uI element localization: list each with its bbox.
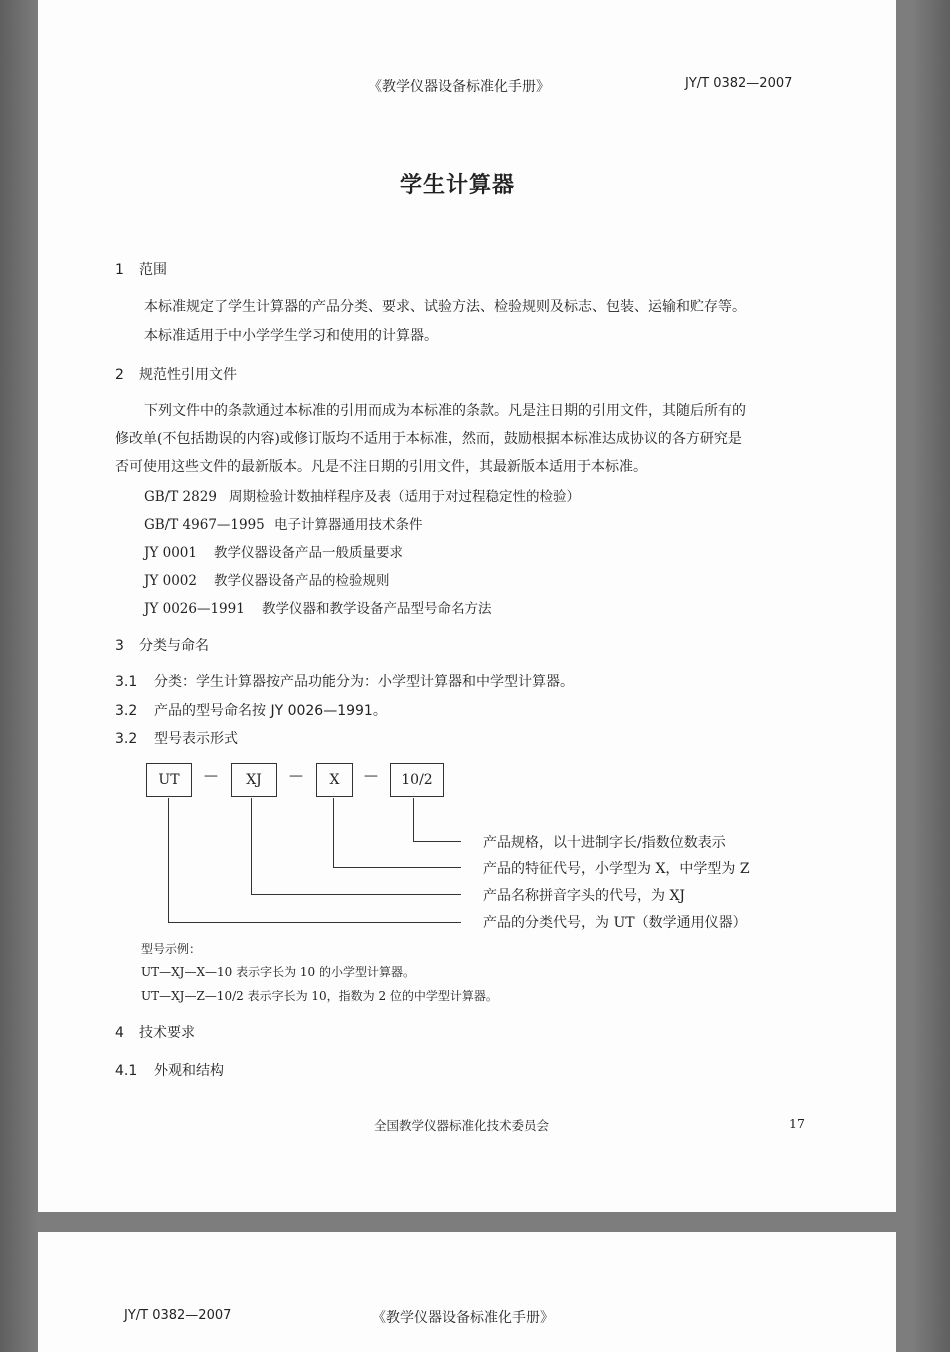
- separator-dash: —: [364, 768, 378, 784]
- model-designation-diagram: [138, 760, 838, 935]
- section-number: 2: [115, 367, 124, 383]
- reference-code: JY 0001: [144, 545, 197, 561]
- section-title: 分类与命名: [139, 638, 209, 654]
- connector-line: [251, 798, 252, 894]
- clause-number: 3.2: [115, 731, 138, 747]
- section-4-heading: [115, 1022, 195, 1042]
- reference-item: [144, 513, 423, 533]
- diagram-label-name: 产品名称拼音字头的代号，为 XJ: [483, 888, 686, 904]
- document-page-2: [38, 1232, 896, 1352]
- section-number: 3: [115, 638, 124, 654]
- connector-line: [413, 798, 414, 841]
- clause-text: 分类：学生计算器按产品功能分为：小学型计算器和中学型计算器。: [154, 674, 574, 690]
- section-title: 范围: [139, 262, 167, 278]
- references-paragraph-line: 修改单(不包括勘误的内容)或修订版均不适用于本标准，然而，鼓励根据本标准达成协议的各方研究是: [115, 431, 742, 447]
- code-box-ut: UT: [146, 763, 192, 797]
- reference-item: [144, 597, 492, 617]
- code-box-spec: 10/2: [390, 763, 444, 797]
- references-paragraph-line: 下列文件中的条款通过本标准的引用而成为本标准的条款。凡是注日期的引用文件，其随后所有的: [144, 403, 746, 419]
- document-title: 学生计算器: [400, 173, 516, 198]
- clause-4-1: [115, 1060, 224, 1080]
- section-title: 技术要求: [139, 1025, 195, 1041]
- connector-line: [333, 798, 334, 867]
- reference-item: [144, 485, 580, 505]
- header-handbook-title: 《教学仪器设备标准化手册》: [368, 79, 550, 95]
- reference-desc: 周期检验计数抽样程序及表（适用于对过程稳定性的检验）: [229, 489, 580, 505]
- scope-paragraph: 本标准适用于中小学学生学习和使用的计算器。: [144, 328, 438, 344]
- code-box-x: X: [316, 763, 353, 797]
- diagram-label-class: 产品的分类代号，为 UT（数学通用仪器）: [483, 915, 747, 931]
- connector-line: [168, 798, 169, 922]
- connector-line: [333, 867, 461, 868]
- clause-text: 产品的型号命名按 JY 0026—1991。: [154, 703, 387, 719]
- clause-number: 3.2: [115, 703, 138, 719]
- clause-3-1: [115, 671, 574, 691]
- code-box-xj: XJ: [231, 763, 277, 797]
- diagram-label-feature: 产品的特征代号，小学型为 X，中学型为 Z: [483, 861, 750, 877]
- reference-desc: 教学仪器设备产品的检验规则: [214, 573, 390, 589]
- reference-desc: 教学仪器设备产品一般质量要求: [214, 545, 403, 561]
- section-number: 4: [115, 1025, 124, 1041]
- clause-number: 3.1: [115, 674, 138, 690]
- clause-text: 型号表示形式: [154, 731, 238, 747]
- footer-committee: 全国教学仪器标准化技术委员会: [374, 1118, 550, 1133]
- section-1-heading: [115, 259, 167, 279]
- scope-paragraph: 本标准规定了学生计算器的产品分类、要求、试验方法、检验规则及标志、包装、运输和贮存等。: [144, 299, 746, 315]
- section-3-heading: [115, 635, 209, 655]
- clause-3-2-format: [115, 728, 238, 748]
- example-line: UT—XJ—Z—10/2 表示字长为 10，指数为 2 位的中学型计算器。: [141, 989, 498, 1003]
- reference-desc: 电子计算器通用技术条件: [274, 517, 423, 533]
- page-number: 17: [789, 1116, 805, 1131]
- separator-dash: —: [204, 768, 218, 784]
- header-standard-number: JY/T 0382—2007: [685, 76, 793, 91]
- references-paragraph-line: 否可使用这些文件的最新版本。凡是不注日期的引用文件，其最新版本适用于本标准。: [115, 459, 647, 475]
- clause-text: 外观和结构: [154, 1063, 224, 1079]
- reference-item: [144, 541, 403, 561]
- example-heading: 型号示例：: [141, 942, 202, 956]
- diagram-label-spec: 产品规格，以十进制字长/指数位数表示: [483, 835, 726, 851]
- section-2-heading: [115, 364, 237, 384]
- header-handbook-title: 《教学仪器设备标准化手册》: [372, 1310, 554, 1326]
- section-number: 1: [115, 262, 124, 278]
- connector-line: [168, 922, 461, 923]
- reference-code: JY 0026—1991: [144, 601, 245, 617]
- example-line: UT—XJ—X—10 表示字长为 10 的小学型计算器。: [141, 965, 415, 979]
- reference-item: [144, 569, 390, 589]
- reference-code: GB/T 2829: [144, 489, 217, 505]
- reference-desc: 教学仪器和教学设备产品型号命名方法: [262, 601, 492, 617]
- connector-line: [251, 894, 461, 895]
- separator-dash: —: [289, 768, 303, 784]
- clause-number: 4.1: [115, 1063, 138, 1079]
- reference-code: JY 0002: [144, 573, 197, 589]
- clause-3-2: [115, 700, 387, 720]
- document-page-1: [38, 0, 896, 1212]
- reference-code: GB/T 4967—1995: [144, 517, 265, 533]
- header-standard-number: JY/T 0382—2007: [124, 1308, 232, 1323]
- section-title: 规范性引用文件: [139, 367, 237, 383]
- connector-line: [413, 841, 461, 842]
